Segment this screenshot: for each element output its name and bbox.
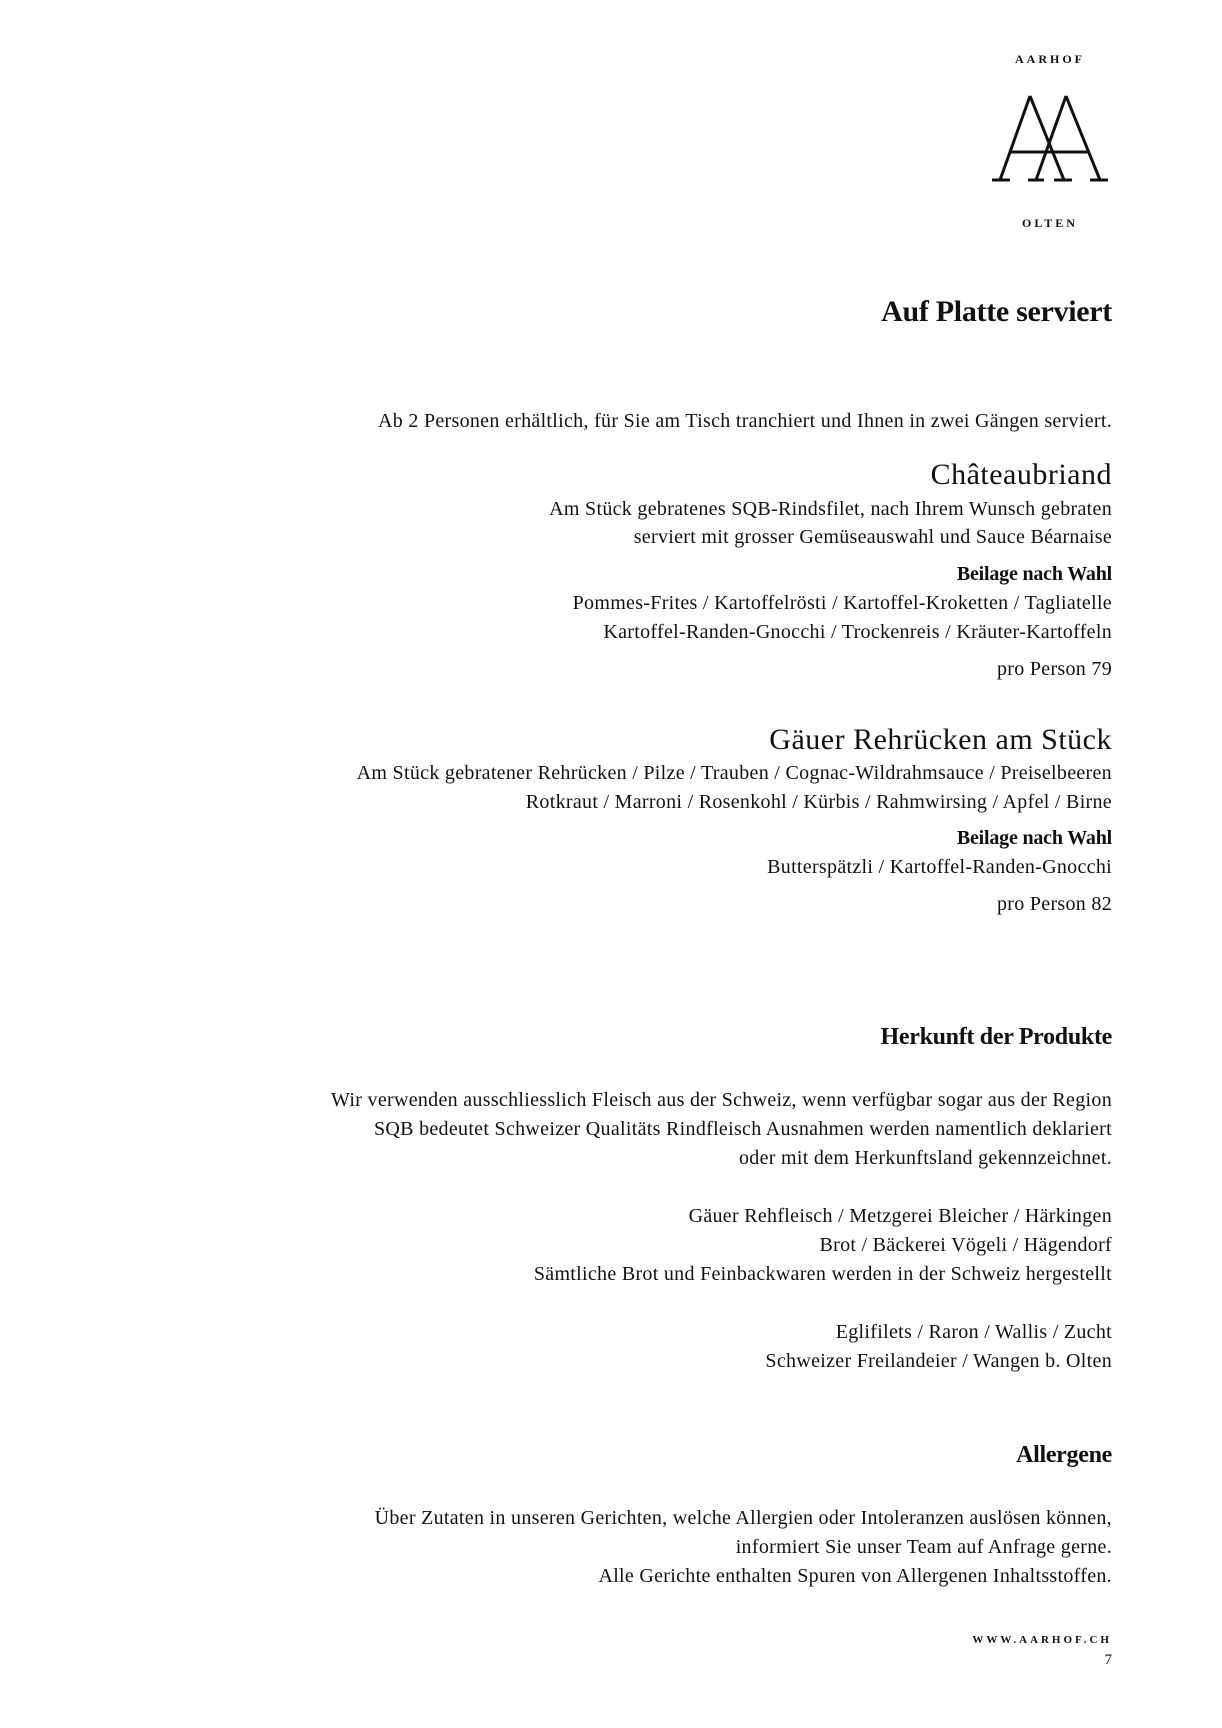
allergene-text-line: Über Zutaten in unseren Gerichten, welche Allergien oder Intoleranzen auslösen können, — [374, 1507, 1112, 1529]
aarhof-logo-icon — [990, 92, 1110, 186]
dish-desc-line: Rotkraut / Marroni / Rosenkohl / Kürbis / Rahmwirsing / Apfel / Birne — [525, 791, 1112, 813]
page-number: 7 — [1104, 1652, 1112, 1668]
side-dish-line: Butterspätzli / Kartoffel-Randen-Gnocchi — [767, 856, 1112, 878]
supplier-line: Gäuer Rehfleisch / Metzgerei Bleicher / Härkingen — [688, 1205, 1112, 1227]
side-dish-line: Kartoffel-Randen-Gnocchi / Trockenreis / Kräuter-Kartoffeln — [603, 621, 1112, 643]
supplier-line: Sämtliche Brot und Feinbackwaren werden in der Schweiz hergestellt — [533, 1263, 1112, 1285]
supplier-line: Eglifilets / Raron / Wallis / Zucht — [835, 1321, 1112, 1343]
dish-desc-line: Am Stück gebratenes SQB-Rindsfilet, nach Ihrem Wunsch gebraten — [549, 498, 1112, 520]
side-dish-label: Beilage nach Wahl — [956, 827, 1112, 849]
herkunft-text-line: Wir verwenden ausschliesslich Fleisch aus der Schweiz, wenn verfügbar sogar aus der Region — [331, 1089, 1112, 1111]
dish-desc-line: serviert mit grosser Gemüseauswahl und Sauce Béarnaise — [633, 526, 1112, 548]
allergene-text-line: informiert Sie unser Team auf Anfrage gerne. — [735, 1536, 1112, 1558]
section-title-allergene: Allergene — [1016, 1442, 1112, 1468]
section-title-platte: Auf Platte serviert — [881, 295, 1112, 328]
supplier-line: Brot / Bäckerei Vögeli / Hägendorf — [819, 1234, 1112, 1256]
side-dish-label: Beilage nach Wahl — [956, 563, 1112, 585]
supplier-line: Schweizer Freilandeier / Wangen b. Olten — [765, 1350, 1112, 1372]
dish-name-rehruecken: Gäuer Rehrücken am Stück — [769, 723, 1112, 756]
side-dish-line: Pommes-Frites / Kartoffelrösti / Kartoffel-Kroketten / Tagliatelle — [572, 592, 1112, 614]
dish-price: pro Person 79 — [996, 658, 1112, 680]
dish-name-chateaubriand: Châteaubriand — [930, 458, 1112, 491]
dish-desc-line: Am Stück gebratener Rehrücken / Pilze / Trauben / Cognac-Wildrahmsauce / Preiselbeeren — [356, 762, 1112, 784]
dish-price: pro Person 82 — [996, 893, 1112, 915]
allergene-text-line: Alle Gerichte enthalten Spuren von Allergenen Inhaltsstoffen. — [598, 1565, 1112, 1587]
website-link[interactable]: WWW.AARHOF.CH — [972, 1634, 1112, 1646]
platte-intro: Ab 2 Personen erhältlich, für Sie am Tisch tranchiert und Ihnen in zwei Gängen serviert. — [378, 410, 1112, 432]
herkunft-text-line: oder mit dem Herkunftsland gekennzeichnet. — [738, 1147, 1112, 1169]
herkunft-text-line: SQB bedeutet Schweizer Qualitäts Rindfleisch Ausnahmen werden namentlich deklariert — [373, 1118, 1112, 1140]
brand-location: OLTEN — [1022, 216, 1078, 230]
section-title-herkunft: Herkunft der Produkte — [880, 1024, 1112, 1050]
brand-name: AARHOF — [1015, 52, 1085, 66]
